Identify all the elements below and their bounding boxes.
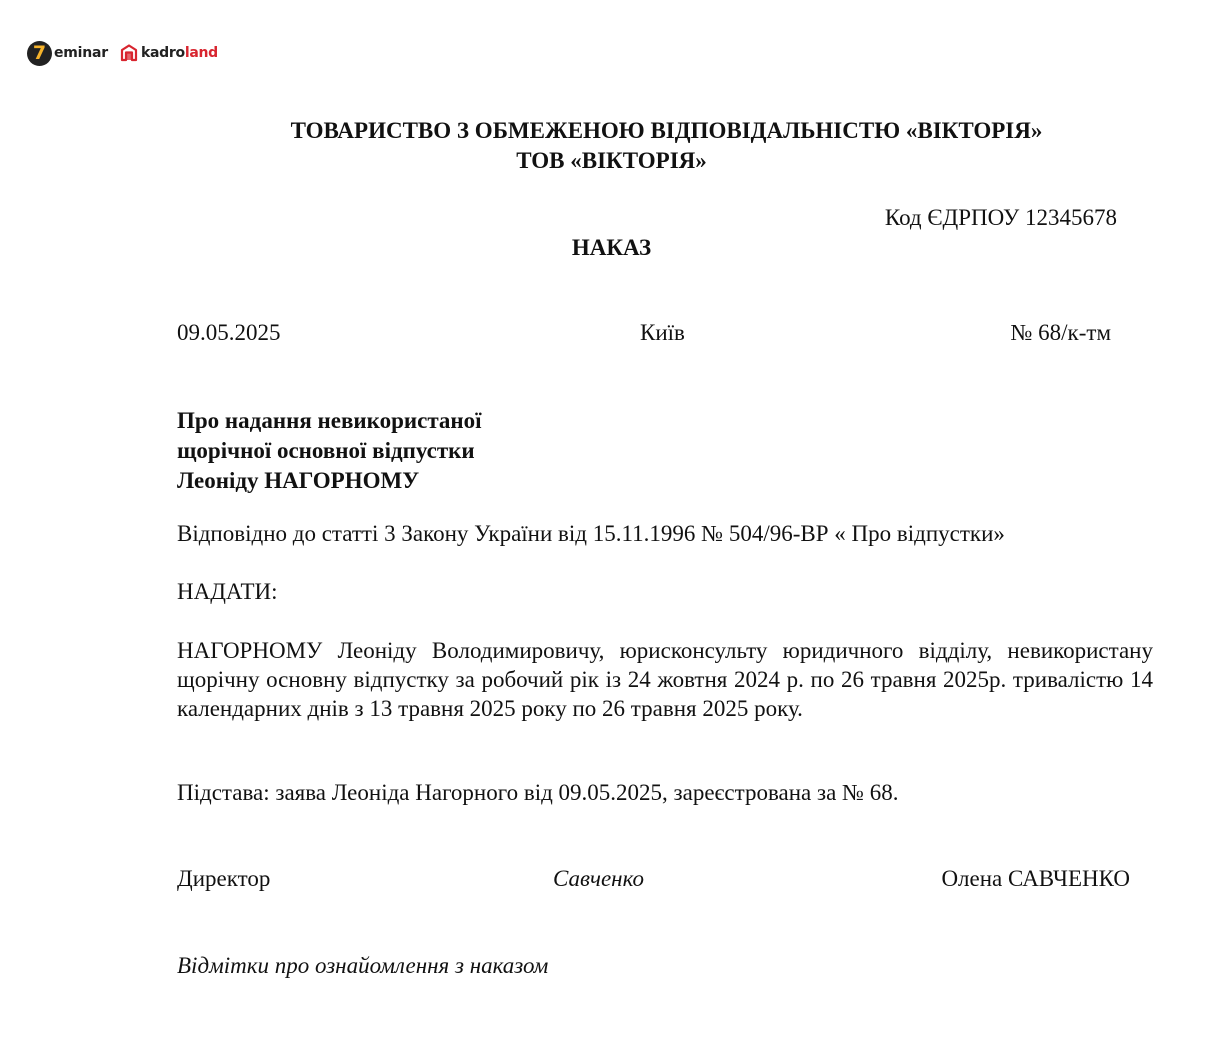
kadroland-logo — [120, 44, 218, 62]
subject-line-2: щорічної основної відпустки — [177, 438, 475, 463]
subject-line-1: Про надання невикористаної — [177, 408, 482, 433]
order-text: НАГОРНОМУ Леоніду Володимировичу, юрисконсульту юридичного відділу, невикористану щорічну основну відпустку за робочий рік із 24 жовтня 2024 р. по 26 травня 2025р. тривалістю 14 календарних днів з 13 травня 2025 року по 26 травня 2025 року. — [177, 638, 1153, 721]
seminar-logo — [27, 41, 108, 66]
signature: Савченко — [553, 866, 644, 891]
kadroland-logo-text-part2: land — [184, 45, 218, 61]
legal-basis: Відповідно до статті 3 Закону України від 15.11.1996 № 504/96-ВР « Про відпустки» — [177, 521, 1005, 546]
seminar-logo-text: eminar — [54, 45, 109, 61]
kadroland-logo-icon — [120, 44, 138, 62]
order-directive: НАДАТИ: — [177, 579, 278, 604]
organization-full-name: ТОВАРИСТВО З ОБМЕЖЕНОЮ ВІДПОВІДАЛЬНІСТЮ «ВІКТОРІЯ» — [290, 118, 1043, 143]
order-city: Київ — [640, 320, 685, 345]
document-title: НАКАЗ — [571, 235, 652, 260]
signatory-position: Директор — [177, 866, 271, 891]
order-number: № 68/к-тм — [1010, 320, 1111, 345]
kadroland-logo-text — [141, 45, 218, 61]
order-date: 09.05.2025 — [177, 320, 281, 345]
familiarization-note: Відмітки про ознайомлення з наказом — [177, 953, 549, 978]
organization-short-name: ТОВ «ВІКТОРІЯ» — [516, 148, 707, 173]
kadroland-logo-text-part1: kadro — [141, 45, 185, 61]
subject-line-3: Леоніду НАГОРНОМУ — [177, 468, 420, 493]
order-ground: Підстава: заява Леоніда Нагорного від 09.05.2025, зареєстрована за № 68. — [177, 780, 899, 805]
logo-row — [27, 40, 218, 66]
seminar-logo-icon: 7 — [27, 41, 52, 66]
order-subject — [177, 406, 482, 496]
signatory-name: Олена САВЧЕНКО — [941, 866, 1130, 891]
edrpou-code: Код ЄДРПОУ 12345678 — [884, 205, 1117, 230]
